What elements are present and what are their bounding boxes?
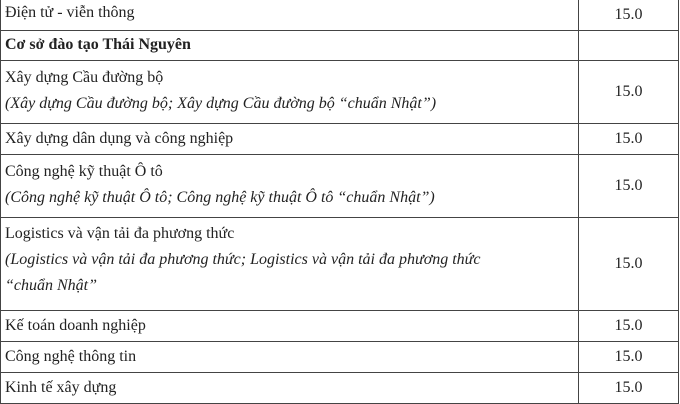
major-detail: (Xây dựng Cầu đường bộ; Xây dựng Cầu đường bộ “chuẩn Nhật”) xyxy=(5,95,437,112)
major-detail: (Logistics và vận tải đa phương thức; Logistics và vận tải đa phương thức xyxy=(5,251,481,268)
score-cell: 15.0 xyxy=(579,373,679,404)
section-row xyxy=(1,31,679,61)
score-cell: 15.0 xyxy=(579,311,679,342)
table-row xyxy=(1,0,679,31)
score-cell: 15.0 xyxy=(579,61,679,124)
table-row xyxy=(1,155,679,218)
major-cell xyxy=(1,311,579,342)
table-row xyxy=(1,124,679,155)
section-cell xyxy=(1,31,579,61)
major-cell xyxy=(1,373,579,404)
table-row xyxy=(1,373,679,404)
major-name: Điện tử - viễn thông xyxy=(5,4,135,21)
major-detail: (Công nghệ kỹ thuật Ô tô; Công nghệ kỹ thuật Ô tô “chuẩn Nhật”) xyxy=(5,189,435,206)
major-cell xyxy=(1,218,579,311)
major-name: Công nghệ thông tin xyxy=(5,348,137,365)
score-cell: 15.0 xyxy=(579,0,679,31)
score-cell: 15.0 xyxy=(579,218,679,311)
score-cell: 15.0 xyxy=(579,342,679,373)
section-title: Cơ sở đào tạo Thái Nguyên xyxy=(5,36,191,53)
major-cell xyxy=(1,0,579,31)
major-name: Kế toán doanh nghiệp xyxy=(5,317,146,334)
major-name: Kinh tế xây dựng xyxy=(5,379,117,396)
major-detail-continued: “chuẩn Nhật” xyxy=(5,277,98,294)
score-cell: 15.0 xyxy=(579,124,679,155)
major-cell xyxy=(1,124,579,155)
major-name: Xây dựng Cầu đường bộ xyxy=(5,69,164,86)
major-name: Logistics và vận tải đa phương thức xyxy=(5,225,235,242)
score-cell xyxy=(579,31,679,61)
major-name: Xây dựng dân dụng và công nghiệp xyxy=(5,130,234,147)
major-cell xyxy=(1,61,579,124)
major-name: Công nghệ kỹ thuật Ô tô xyxy=(5,163,163,180)
table-row xyxy=(1,311,679,342)
table-row xyxy=(1,218,679,311)
score-cell: 15.0 xyxy=(579,155,679,218)
major-cell xyxy=(1,155,579,218)
table-row xyxy=(1,61,679,124)
major-cell xyxy=(1,342,579,373)
table-row xyxy=(1,342,679,373)
